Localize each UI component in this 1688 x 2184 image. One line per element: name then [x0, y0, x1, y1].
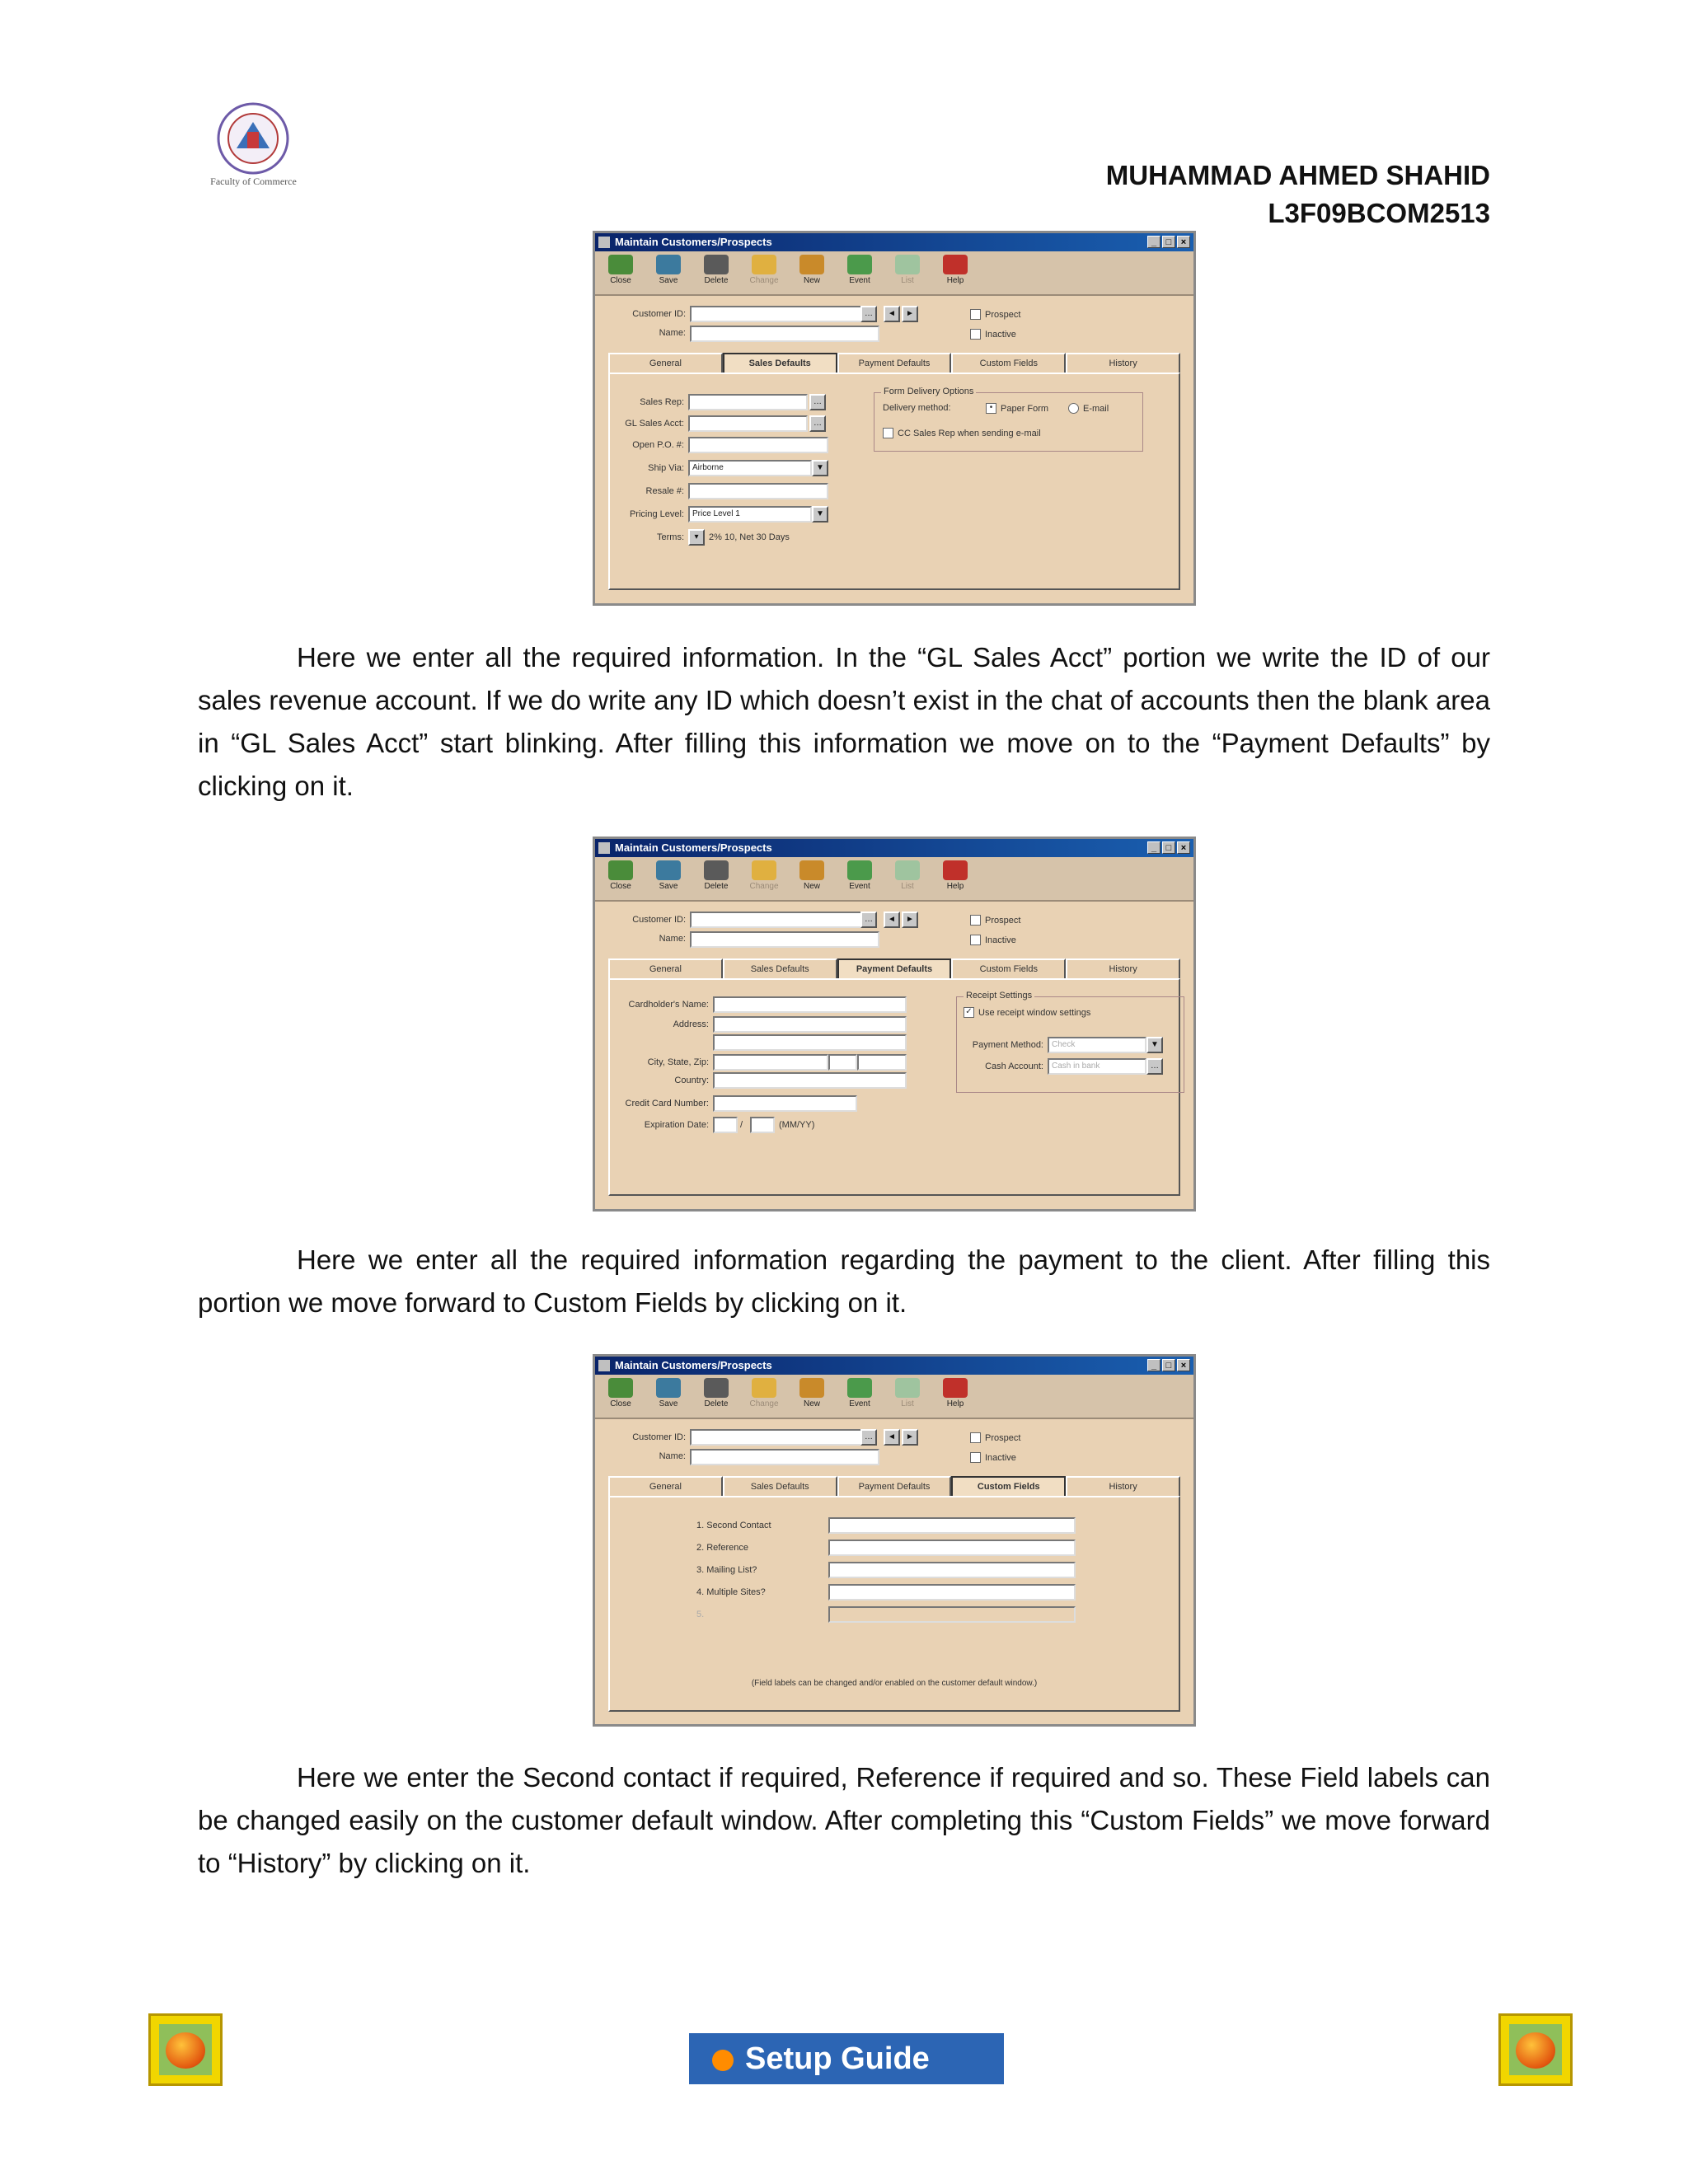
terms-label: Terms: — [657, 532, 684, 542]
cc-sales-rep-checkbox[interactable]: CC Sales Rep when sending e-mail — [883, 428, 1041, 438]
new-icon — [799, 255, 824, 274]
delete-icon — [704, 860, 729, 880]
maximize-button[interactable]: □ — [1162, 236, 1175, 248]
change-button[interactable]: Change — [747, 1375, 781, 1418]
document-header — [1106, 157, 1490, 232]
save-button[interactable]: Save — [651, 1375, 686, 1418]
city-state-zip-label: City, State, Zip: — [647, 1057, 709, 1067]
footer-fruit-icon-right — [1498, 2013, 1573, 2086]
tab-strip — [608, 1476, 1180, 1496]
toolbar — [595, 857, 1193, 902]
close-window-button[interactable]: × — [1177, 236, 1190, 248]
next-record-icon[interactable]: ► — [902, 912, 918, 928]
delete-icon — [704, 1378, 729, 1398]
list-icon — [895, 255, 920, 274]
use-receipt-checkbox[interactable]: ✓ Use receipt window settings — [964, 1007, 1090, 1018]
tab-payment-defaults[interactable]: Payment Defaults — [837, 958, 952, 978]
country-input[interactable] — [713, 1072, 907, 1089]
gl-sales-acct-label: GL Sales Acct: — [625, 419, 684, 429]
sales-defaults-panel — [608, 373, 1180, 590]
roll-number: L3F09BCOM2513 — [1268, 198, 1490, 228]
window-controls — [1147, 841, 1190, 854]
tab-custom-fields[interactable]: Custom Fields — [951, 958, 1066, 978]
new-button[interactable]: New — [795, 857, 829, 900]
delete-button[interactable]: Delete — [699, 251, 734, 294]
window-title: Maintain Customers/Prospects — [615, 236, 772, 248]
name-label: Name: — [659, 328, 686, 338]
delivery-method-label: Delivery method: — [883, 403, 951, 413]
window-title: Maintain Customers/Prospects — [615, 841, 772, 854]
cardholder-name-input[interactable] — [713, 996, 907, 1013]
tab-payment-defaults[interactable]: Payment Defaults — [837, 1476, 952, 1496]
email-radio[interactable]: E-mail — [1068, 403, 1109, 414]
save-button[interactable]: Save — [651, 251, 686, 294]
cash-account-label: Cash Account: — [985, 1062, 1043, 1071]
chevron-down-icon[interactable]: ▼ — [812, 460, 828, 476]
minimize-button[interactable]: _ — [1147, 841, 1160, 854]
prospect-checkbox[interactable]: Prospect — [970, 309, 1020, 320]
customer-id-input[interactable] — [690, 1429, 863, 1446]
delete-button[interactable]: Delete — [699, 1375, 734, 1418]
country-label: Country: — [674, 1076, 709, 1085]
tab-strip — [608, 958, 1180, 978]
tab-history[interactable]: History — [1066, 1476, 1180, 1496]
window-titlebar — [595, 839, 1193, 857]
name-input[interactable] — [690, 931, 879, 948]
minimize-button[interactable]: _ — [1147, 1359, 1160, 1371]
resale-input[interactable] — [688, 483, 828, 499]
open-po-label: Open P.O. #: — [632, 440, 684, 450]
gl-sales-acct-input[interactable] — [688, 415, 808, 432]
tab-custom-fields[interactable]: Custom Fields — [951, 353, 1066, 373]
custom-field-input-1[interactable] — [828, 1517, 1076, 1534]
maintain-customers-window-payment-defaults — [593, 837, 1196, 1212]
slash-separator: / — [740, 1120, 743, 1130]
event-button[interactable]: Event — [842, 251, 877, 294]
pricing-level-label: Pricing Level: — [629, 509, 684, 519]
change-button[interactable]: Change — [747, 857, 781, 900]
lookup-icon[interactable]: … — [860, 1429, 877, 1446]
prev-record-icon[interactable]: ◄ — [884, 306, 900, 322]
save-icon — [656, 255, 681, 274]
custom-field-input-5 — [828, 1606, 1076, 1623]
close-window-button[interactable]: × — [1177, 841, 1190, 854]
event-button[interactable]: Event — [842, 1375, 877, 1418]
bullet-icon — [712, 2050, 734, 2071]
paragraph-3: Here we enter the Second contact if required, Reference if required and so. These Field labels can be changed easily on the customer default window. After completing this “Custom Fields” we move forward to “History” by clicking on it. — [198, 1762, 1490, 1878]
name-input[interactable] — [690, 326, 879, 342]
chevron-down-icon[interactable]: ▼ — [812, 506, 828, 523]
new-button[interactable]: New — [795, 251, 829, 294]
list-button[interactable]: List — [890, 857, 925, 900]
new-button[interactable]: New — [795, 1375, 829, 1418]
terms-value: 2% 10, Net 30 Days — [709, 532, 790, 542]
help-icon — [943, 860, 968, 880]
terms-button[interactable]: ▾ — [688, 529, 705, 546]
cardholder-name-label: Cardholder's Name: — [628, 1000, 709, 1010]
new-icon — [799, 1378, 824, 1398]
tab-sales-defaults[interactable]: Sales Defaults — [723, 958, 837, 978]
custom-field-label-3: 3. Mailing List? — [696, 1565, 757, 1575]
tab-sales-defaults[interactable]: Sales Defaults — [723, 1476, 837, 1496]
exp-year-input[interactable] — [750, 1117, 775, 1133]
window-title: Maintain Customers/Prospects — [615, 1359, 772, 1371]
window-titlebar — [595, 233, 1193, 251]
inactive-checkbox[interactable]: Inactive — [970, 1452, 1016, 1463]
maintain-customers-window-sales-defaults — [593, 231, 1196, 606]
custom-field-input-2[interactable] — [828, 1540, 1076, 1556]
save-button[interactable]: Save — [651, 857, 686, 900]
sales-rep-input[interactable] — [688, 394, 808, 410]
tab-general[interactable]: General — [608, 1476, 723, 1496]
minimize-button[interactable]: _ — [1147, 236, 1160, 248]
payment-method-select[interactable]: Check — [1048, 1037, 1146, 1053]
toolbar — [595, 1375, 1193, 1419]
lookup-icon[interactable]: … — [1146, 1058, 1163, 1075]
custom-field-label-4: 4. Multiple Sites? — [696, 1587, 766, 1597]
pricing-level-select[interactable]: Price Level 1 — [688, 506, 812, 523]
setup-guide-banner — [689, 2033, 1004, 2084]
resale-label: Resale #: — [645, 486, 684, 496]
prev-record-icon[interactable]: ◄ — [884, 1429, 900, 1446]
window-icon — [598, 1360, 610, 1371]
custom-field-label-2: 2. Reference — [696, 1543, 748, 1553]
author-name: MUHAMMAD AHMED SHAHID — [1105, 160, 1490, 190]
close-button[interactable]: Close — [603, 1375, 638, 1418]
sales-rep-label: Sales Rep: — [640, 397, 684, 407]
window-titlebar — [595, 1357, 1193, 1375]
custom-field-label-5: 5. — [696, 1610, 705, 1619]
maximize-button[interactable]: □ — [1162, 1359, 1175, 1371]
list-icon — [895, 1378, 920, 1398]
credit-card-label: Credit Card Number: — [625, 1099, 709, 1108]
inactive-checkbox[interactable]: Inactive — [970, 329, 1016, 340]
receipt-settings-title: Receipt Settings — [964, 991, 1034, 1001]
address-line2-input[interactable] — [713, 1034, 907, 1051]
lookup-icon[interactable]: … — [860, 306, 877, 322]
form-delivery-title: Form Delivery Options — [881, 387, 976, 396]
close-window-button[interactable]: × — [1177, 1359, 1190, 1371]
ship-via-select[interactable]: Airborne — [688, 460, 812, 476]
change-icon — [752, 255, 776, 274]
tab-strip — [608, 353, 1180, 373]
customer-id-label: Customer ID: — [632, 1432, 686, 1442]
help-icon — [943, 1378, 968, 1398]
close-icon — [608, 860, 633, 880]
customer-id-input[interactable] — [690, 306, 863, 322]
exp-month-input[interactable] — [713, 1117, 738, 1133]
delete-button[interactable]: Delete — [699, 857, 734, 900]
help-icon — [943, 255, 968, 274]
name-input[interactable] — [690, 1449, 879, 1465]
paragraph-2: Here we enter all the required information regarding the payment to the client. After filling this portion we move forward to Custom Fields by clicking on it. — [198, 1244, 1490, 1318]
city-input[interactable] — [713, 1054, 828, 1071]
custom-field-input-3[interactable] — [828, 1562, 1076, 1578]
change-icon — [752, 860, 776, 880]
university-logo — [202, 97, 305, 188]
custom-fields-note: (Field labels can be changed and/or enabled on the customer default window.) — [751, 1679, 1038, 1688]
save-icon — [656, 860, 681, 880]
tab-history[interactable]: History — [1066, 353, 1180, 373]
event-icon — [847, 860, 872, 880]
list-button[interactable]: List — [890, 1375, 925, 1418]
change-icon — [752, 1378, 776, 1398]
list-icon — [895, 860, 920, 880]
name-label: Name: — [659, 1451, 686, 1461]
exp-hint: (MM/YY) — [779, 1120, 815, 1130]
setup-guide-label: Setup Guide — [745, 2041, 930, 2076]
address-line1-input[interactable] — [713, 1016, 907, 1033]
event-icon — [847, 1378, 872, 1398]
paragraph-1: Here we enter all the required information. In the “GL Sales Acct” portion we write the ID of our sales revenue account. If we do write any ID which doesn’t exist in the chat of accounts then the blank area in “GL Sales Acct” start blinking. After filling this information we move on to the “Payment Defaults” by clicking on it. — [198, 642, 1490, 801]
state-input[interactable] — [828, 1054, 857, 1071]
prev-record-icon[interactable]: ◄ — [884, 912, 900, 928]
next-record-icon[interactable]: ► — [902, 1429, 918, 1446]
next-record-icon[interactable]: ► — [902, 306, 918, 322]
window-controls — [1147, 236, 1190, 248]
ship-via-label: Ship Via: — [648, 463, 684, 473]
save-icon — [656, 1378, 681, 1398]
event-icon — [847, 255, 872, 274]
payment-method-label: Payment Method: — [972, 1040, 1043, 1050]
toolbar — [595, 251, 1193, 296]
zip-input[interactable] — [857, 1054, 907, 1071]
window-icon — [598, 842, 610, 854]
help-button[interactable]: Help — [938, 251, 973, 294]
chevron-down-icon[interactable]: ▼ — [1146, 1037, 1163, 1053]
customer-id-input[interactable] — [690, 912, 863, 928]
window-controls — [1147, 1359, 1190, 1371]
open-po-input[interactable] — [688, 437, 828, 453]
maximize-button[interactable]: □ — [1162, 841, 1175, 854]
credit-card-input[interactable] — [713, 1095, 857, 1112]
sales-rep-lookup-icon[interactable]: … — [809, 394, 826, 410]
name-label: Name: — [659, 934, 686, 944]
cash-account-input[interactable]: Cash in bank — [1048, 1058, 1146, 1075]
tab-general[interactable]: General — [608, 958, 723, 978]
paper-form-radio[interactable]: • Paper Form — [986, 403, 1048, 414]
tab-sales-defaults[interactable]: Sales Defaults — [723, 353, 837, 373]
tab-general[interactable]: General — [608, 353, 723, 373]
prospect-checkbox[interactable]: Prospect — [970, 915, 1020, 926]
logo-caption: Faculty of Commerce — [210, 176, 297, 187]
help-button[interactable]: Help — [938, 857, 973, 900]
list-button[interactable]: List — [890, 251, 925, 294]
form-delivery-group — [874, 387, 1143, 452]
close-icon — [608, 1378, 633, 1398]
close-button[interactable]: Close — [603, 857, 638, 900]
new-icon — [799, 860, 824, 880]
prospect-checkbox[interactable]: Prospect — [970, 1432, 1020, 1443]
customer-id-label: Customer ID: — [632, 309, 686, 319]
close-button[interactable]: Close — [603, 251, 638, 294]
close-icon — [608, 255, 633, 274]
customer-id-label: Customer ID: — [632, 915, 686, 925]
custom-field-input-4[interactable] — [828, 1584, 1076, 1601]
event-button[interactable]: Event — [842, 857, 877, 900]
inactive-checkbox[interactable]: Inactive — [970, 935, 1016, 945]
maintain-customers-window-custom-fields — [593, 1354, 1196, 1727]
help-button[interactable]: Help — [938, 1375, 973, 1418]
custom-fields-panel — [608, 1496, 1180, 1712]
custom-field-label-1: 1. Second Contact — [696, 1521, 771, 1530]
address-label: Address: — [673, 1019, 709, 1029]
lookup-icon[interactable]: … — [860, 912, 877, 928]
payment-defaults-panel — [608, 978, 1180, 1196]
change-button[interactable]: Change — [747, 251, 781, 294]
delete-icon — [704, 255, 729, 274]
gl-sales-acct-lookup-icon[interactable]: … — [809, 415, 826, 432]
expiration-date-label: Expiration Date: — [644, 1120, 709, 1130]
tab-custom-fields[interactable]: Custom Fields — [951, 1476, 1066, 1496]
tab-history[interactable]: History — [1066, 958, 1180, 978]
footer-fruit-icon-left — [148, 2013, 223, 2086]
receipt-settings-group — [956, 991, 1184, 1093]
window-icon — [598, 237, 610, 248]
tab-payment-defaults[interactable]: Payment Defaults — [837, 353, 952, 373]
